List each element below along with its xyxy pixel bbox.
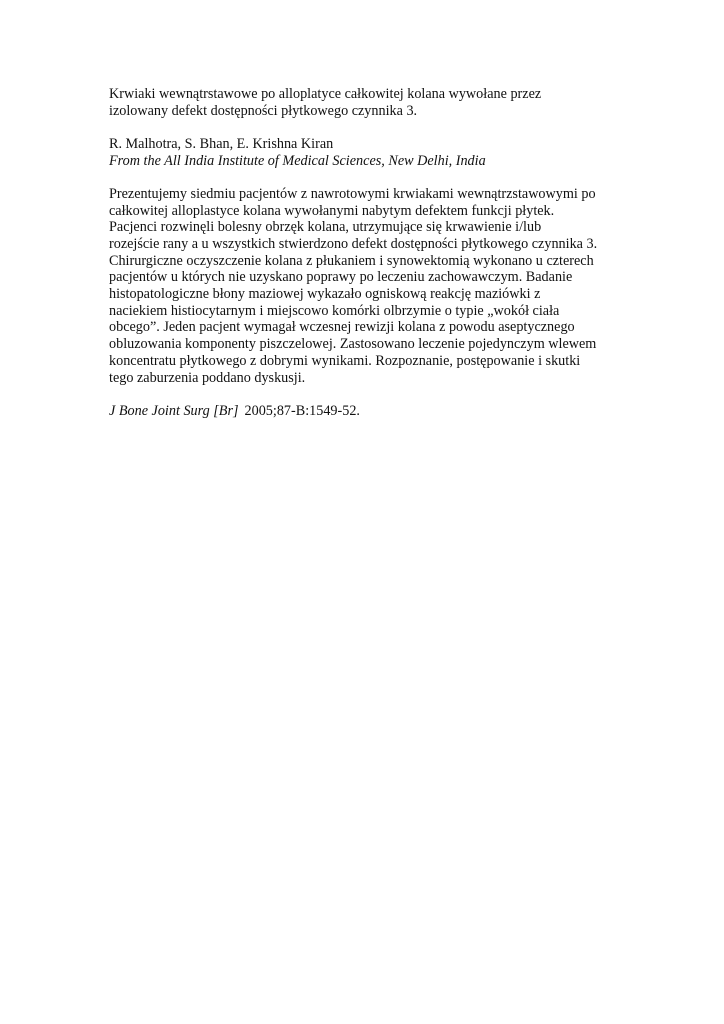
abstract-line: koncentratu płytkowego z dobrymi wynikami. Rozpoznanie, postępowanie i skutki <box>109 352 581 369</box>
title-line: izolowany defekt dostępności płytkowego czynnika 3. <box>109 102 418 119</box>
abstract-line: całkowitej alloplastyce kolana wywołanymi nabytym defektem funkcji płytek. <box>109 202 555 219</box>
abstract-line: tego zaburzenia poddano dyskusji. <box>109 369 306 386</box>
journal-name: J Bone Joint Surg [Br] <box>109 402 239 419</box>
abstract-line: rozejście rany a u wszystkich stwierdzono defekt dostępności płytkowego czynnika 3. <box>109 235 598 252</box>
abstract-line: obcego”. Jeden pacjent wymagał wczesnej rewizji kolana z powodu aseptycznego <box>109 319 575 336</box>
title-line: Krwiaki wewnątrstawowe po alloplatyce całkowitej kolana wywołane przez <box>109 86 542 102</box>
abstract-line: Chirurgiczne oczyszczenie kolana z płukaniem i synowektomią wykonano u czterech <box>109 252 594 269</box>
abstract-line: pacjentów u których nie uzyskano poprawy po leczeniu zachowawczym. Badanie <box>109 269 573 286</box>
abstract-line: Prezentujemy siedmiu pacjentów z nawrotowymi krwiakami wewnątrzstawowymi po <box>109 185 596 202</box>
abstract-line: naciekiem histiocytarnym i miejscowo komórki olbrzymie o typie „wokół ciała <box>109 302 560 319</box>
abstract-line: histopatologiczne błony maziowej wykazało ogniskową reakcję maziówki z <box>109 286 541 303</box>
abstract-text <box>109 186 629 386</box>
abstract-line: obluzowania komponenty piszczelowej. Zastosowano leczenie pojedynczym wlewem <box>109 336 597 353</box>
abstract-line: Pacjenci rozwinęli bolesny obrzęk kolana, utrzymujące się krwawienie i/lub <box>109 219 542 236</box>
citation <box>109 403 629 420</box>
affiliation: From the All India Institute of Medical Sciences, New Delhi, India <box>109 152 486 169</box>
article-abstract <box>109 86 629 419</box>
article-title <box>109 86 629 119</box>
citation-details: 2005;87-B:1549-52. <box>244 402 360 419</box>
authors: R. Malhotra, S. Bhan, E. Krishna Kiran <box>109 135 334 152</box>
